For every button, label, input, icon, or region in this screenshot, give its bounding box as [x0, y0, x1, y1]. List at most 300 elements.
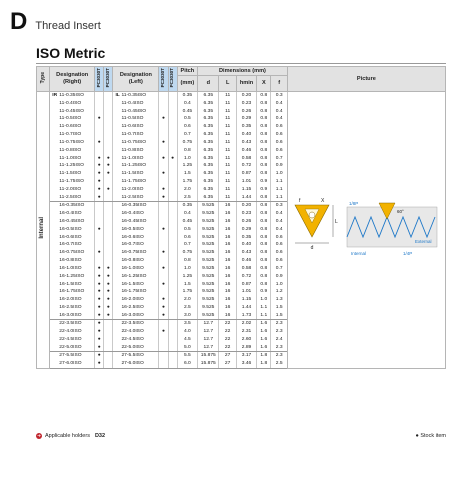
designation-right-cell [50, 352, 95, 360]
designation-left-cell [113, 92, 159, 100]
dim-L-cell: 11 [219, 162, 236, 170]
dim-X-cell: 0.8 [257, 273, 271, 281]
designation-right: 16-0.7ISO [59, 242, 82, 248]
dim-X-cell: 0.8 [257, 210, 271, 218]
stock-marker-right-2 [104, 147, 113, 155]
designation-right: 11-1.75ISO [59, 179, 84, 185]
designation-left-cell [113, 155, 159, 163]
designation-left: 16-0.8ISO [121, 258, 144, 264]
designation-right: 16-0.75ISO [59, 250, 85, 256]
dim-L-cell: 11 [219, 92, 236, 100]
pitch-cell: 0.35 [177, 92, 197, 100]
stock-marker-right-2: ● [104, 170, 113, 178]
label-f: f [299, 197, 301, 204]
dim-f-cell: 0.9 [271, 162, 287, 170]
stock-marker-left-1: ● [159, 155, 168, 163]
designation-left-cell [113, 123, 159, 131]
stock-marker-right-2 [104, 139, 113, 147]
designation-right-cell [50, 344, 95, 352]
designation-left: 11-1.5ISO [121, 171, 144, 177]
designation-left: 11-0.6ISO [121, 124, 144, 130]
dim-hmin-cell: 2.02 [236, 320, 256, 328]
stock-marker-right-2: ● [104, 155, 113, 163]
designation-right: 11-1.5ISO [59, 171, 82, 177]
stock-marker-left-2 [168, 241, 177, 249]
section-header [10, 6, 101, 34]
dim-f-cell: 0.6 [271, 249, 287, 257]
stock-marker-right-2 [104, 344, 113, 352]
dim-hmin-cell: 0.35 [236, 123, 256, 131]
designation-left: 16-3.0ISO [121, 312, 144, 318]
pitch-cell: 3.0 [177, 312, 197, 320]
dim-L-cell: 11 [219, 186, 236, 194]
stock-marker-left-1 [159, 218, 168, 226]
dim-L-cell: 22 [219, 328, 236, 336]
dim-X-cell: 0.8 [257, 107, 271, 115]
dim-X-cell: 1.8 [257, 352, 271, 360]
stock-marker-left-2 [168, 336, 177, 344]
designation-left-cell [113, 107, 159, 115]
designation-left: 16-0.5ISO [121, 226, 144, 232]
dim-f-cell: 0.6 [271, 241, 287, 249]
designation-left-cell [113, 147, 159, 155]
stock-marker-right-1 [95, 233, 104, 241]
label-d: d [311, 244, 314, 251]
stock-marker-right-1 [95, 202, 104, 210]
designation-right: 11-0.4ISO [59, 100, 82, 106]
stock-marker-left-1: ● [159, 328, 168, 336]
pitch-cell: 3.5 [177, 320, 197, 328]
dim-hmin-cell: 0.23 [236, 100, 256, 108]
dim-f-cell: 2.3 [271, 328, 287, 336]
pitch-cell: 0.45 [177, 107, 197, 115]
dim-hmin-cell: 1.73 [236, 312, 256, 320]
dim-L-cell: 11 [219, 123, 236, 131]
dim-X-cell: 1.6 [257, 320, 271, 328]
designation-left-cell [113, 312, 159, 320]
dim-X-cell: 1.6 [257, 344, 271, 352]
designation-left: 22-4.0ISO [121, 329, 144, 335]
designation-left-cell [113, 131, 159, 139]
dim-f-cell: 0.7 [271, 265, 287, 273]
stock-marker-left-1 [159, 131, 168, 139]
stock-marker-right-1: ● [95, 320, 104, 328]
dim-hmin-cell: 1.01 [236, 288, 256, 296]
pitch-cell: 0.75 [177, 139, 197, 147]
dim-f-cell: 2.3 [271, 344, 287, 352]
header-type: Type [37, 67, 50, 92]
designation-right: 16-0.35ISO [59, 203, 85, 209]
designation-left: 16-0.4ISO [121, 211, 144, 217]
pitch-cell: 0.6 [177, 233, 197, 241]
designation-left: 11-0.75ISO [121, 139, 147, 145]
designation-left: 16-1.25ISO [121, 273, 147, 279]
designation-right: 16-0.8ISO [59, 258, 82, 264]
stock-marker-right-1: ● [95, 249, 104, 257]
designation-right-cell [50, 257, 95, 265]
dim-X-cell: 0.8 [257, 123, 271, 131]
stock-marker-left-2 [168, 170, 177, 178]
designation-right: 16-3.0ISO [59, 312, 82, 318]
stock-marker-left-2 [168, 344, 177, 352]
stock-marker-right-2 [104, 241, 113, 249]
dim-hmin-cell: 0.26 [236, 218, 256, 226]
dim-d-cell: 6.35 [198, 186, 219, 194]
dim-d-cell: 9.525 [198, 233, 219, 241]
stock-marker-left-2 [168, 288, 177, 296]
stock-marker-right-2: ● [104, 296, 113, 304]
designation-left-cell [113, 100, 159, 108]
designation-right: 11-0.6ISO [59, 124, 82, 130]
stock-marker-right-1: ● [95, 296, 104, 304]
dim-X-cell: 0.8 [257, 218, 271, 226]
designation-right: 22-4.5ISO [59, 337, 82, 343]
dim-X-cell: 0.8 [257, 249, 271, 257]
stock-marker-right-2: ● [104, 273, 113, 281]
designation-left-cell [113, 281, 159, 289]
stock-marker-right-2 [104, 210, 113, 218]
stock-marker-right-1: ● [95, 344, 104, 352]
stock-marker-left-2 [168, 194, 177, 202]
dim-f-cell: 0.6 [271, 139, 287, 147]
dim-d-cell: 6.35 [198, 92, 219, 100]
stock-marker-right-1: ● [95, 336, 104, 344]
dim-X-cell: 0.8 [257, 155, 271, 163]
dim-d-cell: 9.525 [198, 218, 219, 226]
designation-right-cell [50, 296, 95, 304]
applicable-holders-link[interactable] [36, 433, 105, 439]
designation-left-cell [113, 210, 159, 218]
dim-hmin-cell: 0.29 [236, 115, 256, 123]
pitch-cell: 1.25 [177, 273, 197, 281]
designation-right-cell [50, 360, 95, 368]
dim-f-cell: 1.3 [271, 296, 287, 304]
dim-hmin-cell: 3.17 [236, 352, 256, 360]
dim-d-cell: 6.35 [198, 155, 219, 163]
header-d: d [198, 76, 219, 92]
stock-marker-left-2 [168, 312, 177, 320]
designation-right: 16-0.6ISO [59, 234, 82, 240]
designation-left-cell [113, 170, 159, 178]
dim-hmin-cell: 0.87 [236, 281, 256, 289]
designation-right: 11-0.7ISO [59, 132, 82, 138]
dim-X-cell: 0.8 [257, 202, 271, 210]
dim-X-cell: 1.1 [257, 312, 271, 320]
header-dimensions: Dimensions (mm) [198, 67, 288, 76]
pitch-cell: 4.5 [177, 336, 197, 344]
header-hmin: hmin [236, 76, 256, 92]
designation-right-cell [50, 328, 95, 336]
stock-marker-right-2 [104, 320, 113, 328]
header-pitch: Pitch [177, 67, 197, 76]
designation-right-cell [50, 273, 95, 281]
stock-marker-right-2 [104, 226, 113, 234]
dim-hmin-cell: 1.44 [236, 304, 256, 312]
dim-f-cell: 0.6 [271, 147, 287, 155]
designation-left-cell [113, 218, 159, 226]
designation-right-cell [50, 312, 95, 320]
designation-right: 11-2.5ISO [59, 194, 82, 200]
stock-marker-right-2 [104, 352, 113, 360]
designation-right-cell [50, 162, 95, 170]
dim-L-cell: 22 [219, 336, 236, 344]
designation-left: 16-1.5ISO [121, 281, 144, 287]
dim-L-cell: 16 [219, 249, 236, 257]
dim-hmin-cell: 0.58 [236, 155, 256, 163]
label-L: L [335, 218, 339, 225]
stock-marker-left-2 [168, 100, 177, 108]
dim-hmin-cell: 0.58 [236, 265, 256, 273]
designation-right: 11-2.0ISO [59, 187, 82, 192]
stock-marker-right-1: ● [95, 155, 104, 163]
stock-marker-left-1 [159, 320, 168, 328]
designation-left-cell [113, 202, 159, 210]
stock-marker-right-1 [95, 257, 104, 265]
pitch-cell: 0.5 [177, 115, 197, 123]
designation-left: 11-0.7ISO [121, 132, 144, 138]
stock-marker-left-1: ● [159, 194, 168, 202]
stock-marker-left-1 [159, 210, 168, 218]
stock-marker-left-1 [159, 241, 168, 249]
designation-left-cell [113, 233, 159, 241]
dim-X-cell: 0.8 [257, 241, 271, 249]
dim-d-cell: 9.525 [198, 288, 219, 296]
designation-left-cell [113, 194, 159, 202]
thread-profile-drawing [347, 201, 437, 256]
pitch-cell: 1.25 [177, 162, 197, 170]
dim-hmin-cell: 0.26 [236, 107, 256, 115]
dim-X-cell: 1.6 [257, 336, 271, 344]
designation-left-cell [113, 352, 159, 360]
stock-marker-right-1: ● [95, 170, 104, 178]
dim-f-cell: 0.6 [271, 123, 287, 131]
pitch-cell: 1.0 [177, 265, 197, 273]
pitch-cell: 2.5 [177, 194, 197, 202]
dim-X-cell: 1.6 [257, 328, 271, 336]
dim-X-cell: 0.8 [257, 170, 271, 178]
designation-right: 22-4.0ISO [59, 329, 82, 335]
dim-f-cell: 1.2 [271, 288, 287, 296]
designation-left-cell [113, 288, 159, 296]
stock-marker-right-1: ● [95, 288, 104, 296]
dim-d-cell: 6.35 [198, 107, 219, 115]
designation-right-cell [50, 336, 95, 344]
dim-hmin-cell: 0.23 [236, 210, 256, 218]
stock-marker-left-1 [159, 233, 168, 241]
dim-X-cell: 0.8 [257, 147, 271, 155]
dim-hmin-cell: 0.72 [236, 162, 256, 170]
designation-right: 16-0.5ISO [59, 226, 82, 232]
section-category: Thread Insert [35, 20, 101, 32]
applicable-holders-page: D32 [94, 433, 106, 439]
pitch-cell: 0.4 [177, 100, 197, 108]
dim-f-cell: 2.3 [271, 352, 287, 360]
stock-marker-right-2: ● [104, 281, 113, 289]
dim-X-cell: 0.8 [257, 194, 271, 202]
dim-hmin-cell: 0.20 [236, 92, 256, 100]
designation-left-cell [113, 296, 159, 304]
dim-X-cell: 0.8 [257, 265, 271, 273]
stock-marker-right-2: ● [104, 312, 113, 320]
stock-marker-right-1: ● [95, 304, 104, 312]
designation-right-cell [50, 249, 95, 257]
dim-L-cell: 16 [219, 265, 236, 273]
pitch-cell: 4.0 [177, 328, 197, 336]
stock-marker-left-2 [168, 265, 177, 273]
pitch-cell: 1.0 [177, 155, 197, 163]
designation-right-cell [50, 288, 95, 296]
header-grade-left-2: PC3030T [168, 67, 177, 92]
pitch-cell: 0.8 [177, 257, 197, 265]
stock-marker-left-2 [168, 186, 177, 194]
stock-marker-left-2 [168, 131, 177, 139]
dim-hmin-cell: 2.31 [236, 328, 256, 336]
stock-item-note: ● Stock item [415, 433, 446, 439]
pitch-cell: 2.5 [177, 304, 197, 312]
dim-d-cell: 9.525 [198, 241, 219, 249]
dim-d-cell: 9.525 [198, 296, 219, 304]
dim-f-cell: 0.3 [271, 92, 287, 100]
designation-left: 16-0.7ISO [121, 242, 144, 248]
stock-marker-right-2 [104, 202, 113, 210]
dim-L-cell: 16 [219, 288, 236, 296]
dim-d-cell: 6.35 [198, 131, 219, 139]
dim-L-cell: 16 [219, 273, 236, 281]
dim-f-cell: 0.7 [271, 155, 287, 163]
stock-marker-left-1: ● [159, 312, 168, 320]
dim-X-cell: 0.9 [257, 186, 271, 194]
dim-f-cell: 0.4 [271, 226, 287, 234]
stock-marker-right-2 [104, 194, 113, 202]
stock-marker-right-2 [104, 257, 113, 265]
dim-X-cell: 0.9 [257, 288, 271, 296]
designation-left: 16-0.75ISO [121, 250, 147, 256]
designation-left: 11-2.0ISO [121, 187, 144, 192]
designation-right: 22-5.0ISO [59, 344, 82, 350]
stock-marker-left-1: ● [159, 186, 168, 194]
dim-f-cell: 1.0 [271, 170, 287, 178]
stock-marker-right-2 [104, 336, 113, 344]
stock-marker-right-2 [104, 233, 113, 241]
designation-left: 11-0.45ISO [121, 108, 147, 114]
dim-hmin-cell: 1.01 [236, 178, 256, 186]
stock-marker-left-1: ● [159, 265, 168, 273]
header-X: X [257, 76, 271, 92]
dim-hmin-cell: 2.60 [236, 336, 256, 344]
designation-left-cell [113, 178, 159, 186]
stock-marker-left-1 [159, 344, 168, 352]
stock-marker-right-2 [104, 249, 113, 257]
designation-left: 11-2.5ISO [121, 194, 144, 200]
dim-L-cell: 11 [219, 131, 236, 139]
thread-insert-diagram [291, 193, 441, 263]
designation-left: 27-5.5ISO [121, 353, 144, 359]
designation-right: 11-1.0ISO [59, 155, 82, 161]
dim-d-cell: 6.35 [198, 178, 219, 186]
stock-marker-right-1: ● [95, 139, 104, 147]
pitch-cell: 5.5 [177, 352, 197, 360]
pitch-cell: 0.5 [177, 226, 197, 234]
dim-L-cell: 11 [219, 100, 236, 108]
designation-left-cell [113, 328, 159, 336]
stock-marker-left-1 [159, 178, 168, 186]
dim-X-cell: 0.8 [257, 115, 271, 123]
designation-left: 22-4.5ISO [121, 337, 144, 343]
designation-left-cell [113, 115, 159, 123]
dim-hmin-cell: 1.15 [236, 186, 256, 194]
dim-hmin-cell: 0.87 [236, 170, 256, 178]
table-row [37, 92, 446, 100]
dim-X-cell: 1.0 [257, 296, 271, 304]
dim-X-cell: 0.8 [257, 257, 271, 265]
dim-X-cell: 0.8 [257, 281, 271, 289]
stock-marker-left-2 [168, 257, 177, 265]
stock-marker-left-2 [168, 249, 177, 257]
stock-marker-left-1 [159, 123, 168, 131]
designation-right: 16-2.0ISO [59, 297, 82, 303]
dim-f-cell: 2.3 [271, 320, 287, 328]
dim-d-cell: 6.35 [198, 139, 219, 147]
dim-d-cell: 6.35 [198, 194, 219, 202]
designation-left: 11-0.5ISO [121, 116, 144, 122]
dim-X-cell: 0.8 [257, 92, 271, 100]
designation-left-cell [113, 344, 159, 352]
designation-right: 11-0.35ISO [59, 93, 84, 98]
stock-marker-left-2 [168, 273, 177, 281]
designation-right-cell [50, 186, 95, 194]
dim-L-cell: 11 [219, 194, 236, 202]
dim-hmin-cell: 0.20 [236, 202, 256, 210]
stock-marker-left-2 [168, 210, 177, 218]
stock-marker-right-2 [104, 328, 113, 336]
stock-marker-left-1 [159, 288, 168, 296]
designation-right-cell [50, 170, 95, 178]
header-grade-right-1: PC3030T [95, 67, 104, 92]
page-title: ISO Metric [36, 45, 106, 61]
dim-f-cell: 0.4 [271, 107, 287, 115]
dim-f-cell: 1.0 [271, 281, 287, 289]
designation-right-cell [50, 147, 95, 155]
header-f: f [271, 76, 287, 92]
designation-right-cell [50, 265, 95, 273]
designation-right-cell [50, 241, 95, 249]
stock-marker-right-1 [95, 123, 104, 131]
designation-right: 22-3.5ISO [59, 321, 82, 327]
stock-marker-right-2: ● [104, 186, 113, 194]
designation-left-cell [113, 257, 159, 265]
dim-L-cell: 16 [219, 202, 236, 210]
stock-marker-right-2 [104, 107, 113, 115]
stock-marker-left-1 [159, 273, 168, 281]
dim-d-cell: 9.525 [198, 304, 219, 312]
stock-marker-left-1 [159, 360, 168, 368]
dim-L-cell: 16 [219, 312, 236, 320]
label-eighth-pitch: 1/8P [349, 200, 359, 206]
dim-L-cell: 16 [219, 226, 236, 234]
dim-L-cell: 11 [219, 139, 236, 147]
stock-marker-right-1: ● [95, 194, 104, 202]
dim-d-cell: 12.7 [198, 328, 219, 336]
dim-f-cell: 0.6 [271, 131, 287, 139]
insert-drawing [295, 198, 338, 251]
designation-left-cell [113, 162, 159, 170]
pitch-cell: 0.4 [177, 210, 197, 218]
stock-marker-left-1: ● [159, 249, 168, 257]
designation-right-cell [50, 194, 95, 202]
pitch-cell: 2.0 [177, 296, 197, 304]
insert-spec-table [36, 66, 446, 369]
dim-d-cell: 9.525 [198, 312, 219, 320]
